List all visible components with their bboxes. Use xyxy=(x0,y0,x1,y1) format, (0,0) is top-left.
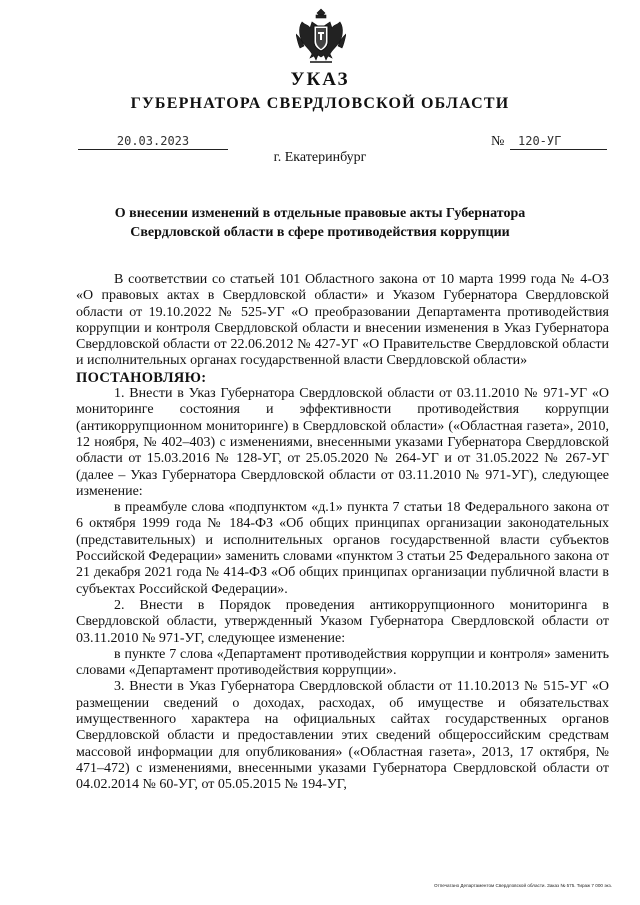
preamble-paragraph: В соответствии со статьей 101 Областного закона от 10 марта 1999 года № 4-ОЗ «О правовых актах в Свердловской области» и Указом Губернатора Свердловской области от 19.10.2022 № 525-УГ «О преобразовании Департамента противодействия коррупции и контроля Свердловской области и внесении изменения в Указ Губернатора Свердловской области от 22.06.2012 № 427-УГ «О Правительстве Свердловской области и исполнительных органах государственной власти Свердловской области» xyxy=(76,272,609,369)
document-title: УКАЗ xyxy=(290,69,350,90)
document-city: г. Екатеринбург xyxy=(273,150,367,165)
decree-word: ПОСТАНОВЛЯЮ: xyxy=(76,369,207,386)
coat-of-arms-icon xyxy=(296,8,346,66)
document-subtitle: ГУБЕРНАТОРА СВЕРДЛОВСКОЙ ОБЛАСТИ xyxy=(130,95,510,112)
heading-line-2: Свердловской области в сфере противодействия коррупции xyxy=(130,225,510,240)
print-imprint: Отпечатано Департаментом Свердловской области. Заказ № 575. Тираж 7 000 экз. xyxy=(434,883,612,888)
item-3-paragraph: 3. Внести в Указ Губернатора Свердловской области от 11.10.2013 № 515-УГ «О размещении сведений о доходах, расходах, об имуществе и обязательствах имущественного характера на официальных сайтах государственных органов Свердловской области и предоставлении этих сведений общероссийским средствам массовой информации для опубликования» («Областная газета», 2013, 17 октября, № 471–472) с изменениями, внесенными указами Губернатора Свердловской области от 04.02.2014 № 60-УГ, от 05.05.2015 № 194-УГ, xyxy=(76,679,609,793)
document-date: 20.03.2023 xyxy=(78,134,228,150)
item-1-paragraph: 1. Внести в Указ Губернатора Свердловской области от 03.11.2010 № 971-УГ «О мониторинге состояния и эффективности противодействия коррупции (антикоррупционном мониторинге) в Свердловской области» («Областная газета», 2010, 12 ноября, № 402–403) с изменениями, внесенными указами Губернатора Свердловской области от 15.03.2016 № 128-УГ, от 25.05.2020 № 264-УГ и от 31.05.2022 № 267-УГ (далее – Указ Губернатора Свердловской области от 03.11.2010 № 971-УГ), следующее изменение: xyxy=(76,386,609,499)
item-2-change-paragraph: в пункте 7 слова «Департамент противодействия коррупции и контроля» заменить словами «Департамент противодействия коррупции». xyxy=(76,646,609,679)
document-heading xyxy=(70,204,570,242)
document-number: 120-УГ xyxy=(510,134,607,150)
number-sign: № xyxy=(491,134,505,149)
item-2-paragraph: 2. Внести в Порядок проведения антикоррупционного мониторинга в Свердловской области, утвержденный Указом Губернатора Свердловской области от 03.11.2010 № 971-УГ, следующее изменение: xyxy=(76,597,609,646)
item-1-change-paragraph: в преамбуле слова «подпунктом «д.1» пункта 7 статьи 18 Федерального закона от 6 октября 1999 года № 184-ФЗ «Об общих принципах организации законодательных (представительных) и исполнительных органов государственной власти субъектов Российской Федерации» заменить словами «пунктом 3 статьи 25 Федерального закона от 21 декабря 2021 года № 414-ФЗ «Об общих принципах организации публичной власти в субъектах Российской Федерации». xyxy=(76,500,609,597)
document-body xyxy=(76,272,609,794)
heading-line-1: О внесении изменений в отдельные правовые акты Губернатора xyxy=(114,206,526,221)
